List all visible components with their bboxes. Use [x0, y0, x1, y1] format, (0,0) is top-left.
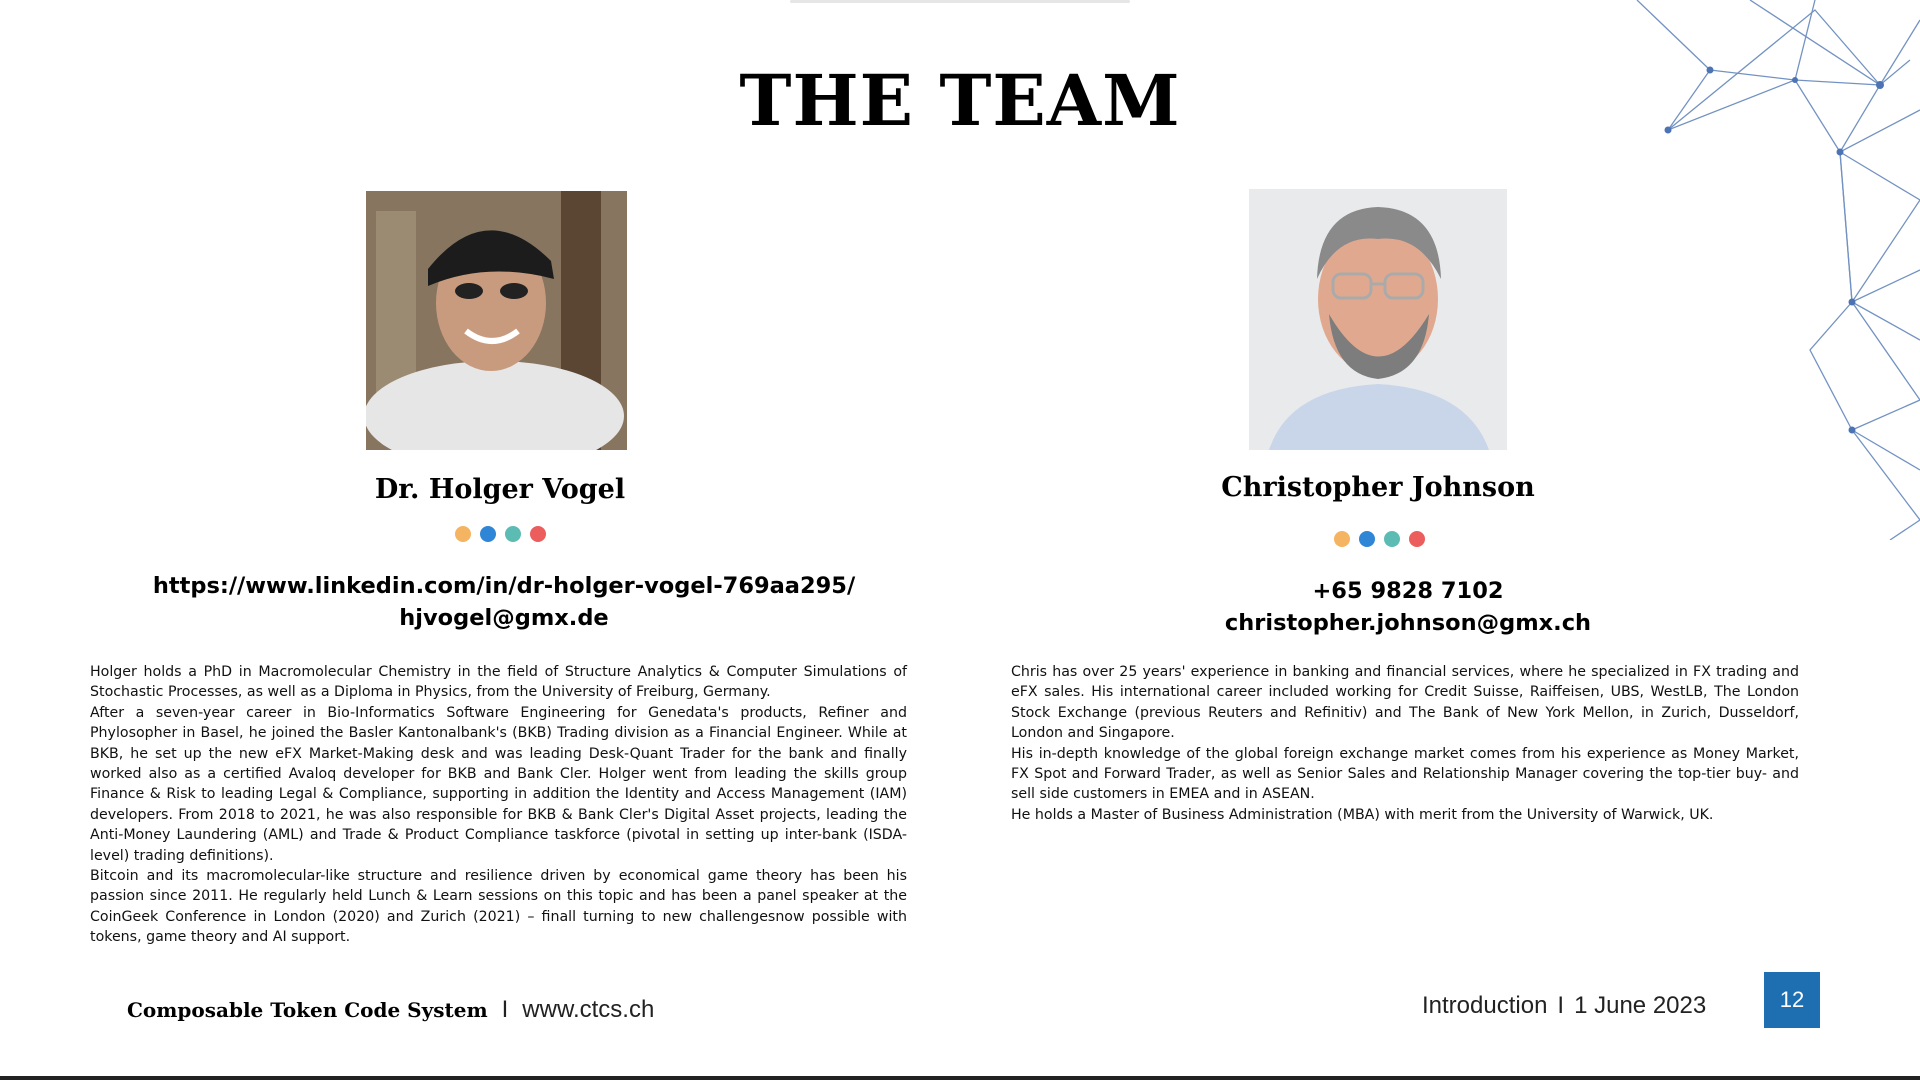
contact-info	[104, 570, 904, 634]
decorative-dots	[455, 526, 546, 542]
dot-red	[530, 526, 546, 542]
email-link[interactable]: hjvogel@gmx.de	[399, 605, 609, 631]
member-name: Christopher Johnson	[1221, 472, 1535, 503]
dot-orange	[455, 526, 471, 542]
dot-orange	[1334, 531, 1350, 547]
dot-teal	[1384, 531, 1400, 547]
bio-paragraph: His in-depth knowledge of the global foreign exchange market comes from his experience as Money Market, FX Spot and Forward Trader, as well as Senior Sales and Relationship Manager covering the top-tier buy- and sell side customers in EMEA and in ASEAN.	[1011, 745, 1799, 803]
dot-blue	[480, 526, 496, 542]
contact-info	[1008, 575, 1808, 639]
member-bio	[1011, 662, 1799, 825]
bio-paragraph: After a seven-year career in Bio-Informatics Software Engineering for Genedata's products, Refiner and Phylosopher in Basel, he joined the Basler Kantonalbank's (BKB) Trading division as a Financial Engineer. While at BKB, he set up the new eFX Market-Making desk and was leading Desk-Quant Trader for the bank and finally worked also as a certified Avaloq developer for BKB and Bank Cler. Holger went from leading the skills group Finance & Risk to leading Legal & Compliance, supporting in addition the Identity and Access Management (IAM) developers. From 2018 to 2021, he was also responsible for BKB & Bank Cler's Digital Asset projects, leading the Anti-Money Laundering (AML) and Trade & Product Compliance taskforce (pivotal in setting up inter-bank (ISDA-level) trading definitions).	[90, 704, 907, 864]
dot-red	[1409, 531, 1425, 547]
dot-blue	[1359, 531, 1375, 547]
bio-paragraph: He holds a Master of Business Administration (MBA) with merit from the University of Warwick, UK.	[1011, 806, 1714, 823]
slide-title: THE TEAM	[739, 59, 1181, 142]
holger-vogel-photo	[366, 191, 627, 450]
member-bio	[90, 662, 907, 948]
footer-date: 1 June 2023	[1574, 992, 1707, 1019]
bio-paragraph: Bitcoin and its macromolecular-like structure and resilience driven by economical game theory has been his passion since 2011. He regularly held Lunch & Learn sessions on this topic and has been a panel speaker at the CoinGeek Conference in London (2020) and Zurich (2021) – finall turning to new challengesnow possible with tokens, game theory and AI support.	[90, 868, 907, 946]
linkedin-link[interactable]: https://www.linkedin.com/in/dr-holger-vogel-769aa295/	[152, 573, 856, 599]
bio-paragraph: Holger holds a PhD in Macromolecular Chemistry in the field of Structure Analytics & Computer Simulations of Stochastic Processes, as well as a Diploma in Physics, from the University of Freiburg, Germany.	[90, 664, 907, 701]
christopher-johnson-photo	[1249, 189, 1507, 450]
dot-teal	[505, 526, 521, 542]
footer-brand: Composable Token Code System	[127, 998, 488, 1022]
bio-paragraph: Chris has over 25 years' experience in banking and financial services, where he specialized in FX trading and eFX sales. His international career included working for Credit Suisse, Raiffeisen, UBS, WestLB, The London Stock Exchange (previous Reuters and Refinitiv) and The Bank of New York Mellon, in Zurich, Dusseldorf, London and Singapore.	[1011, 664, 1799, 742]
email-link[interactable]: christopher.johnson@gmx.ch	[1224, 610, 1592, 636]
portrait-photo-image	[1249, 189, 1507, 450]
top-decor-bar	[790, 0, 1130, 3]
footer-section-block	[1422, 992, 1706, 1020]
footer-separator: I	[501, 996, 509, 1023]
footer-brand-block	[127, 996, 654, 1024]
member-name: Dr. Holger Vogel	[374, 474, 626, 505]
footer-separator: I	[1557, 992, 1565, 1019]
decorative-dots	[1334, 531, 1425, 547]
footer-website-link[interactable]: www.ctcs.ch	[522, 996, 655, 1023]
footer-section: Introduction	[1422, 992, 1548, 1019]
bottom-border	[0, 1076, 1920, 1080]
portrait-photo-image	[366, 191, 627, 450]
phone-number: +65 9828 7102	[1312, 578, 1504, 604]
page-number: 12	[1764, 972, 1820, 1028]
